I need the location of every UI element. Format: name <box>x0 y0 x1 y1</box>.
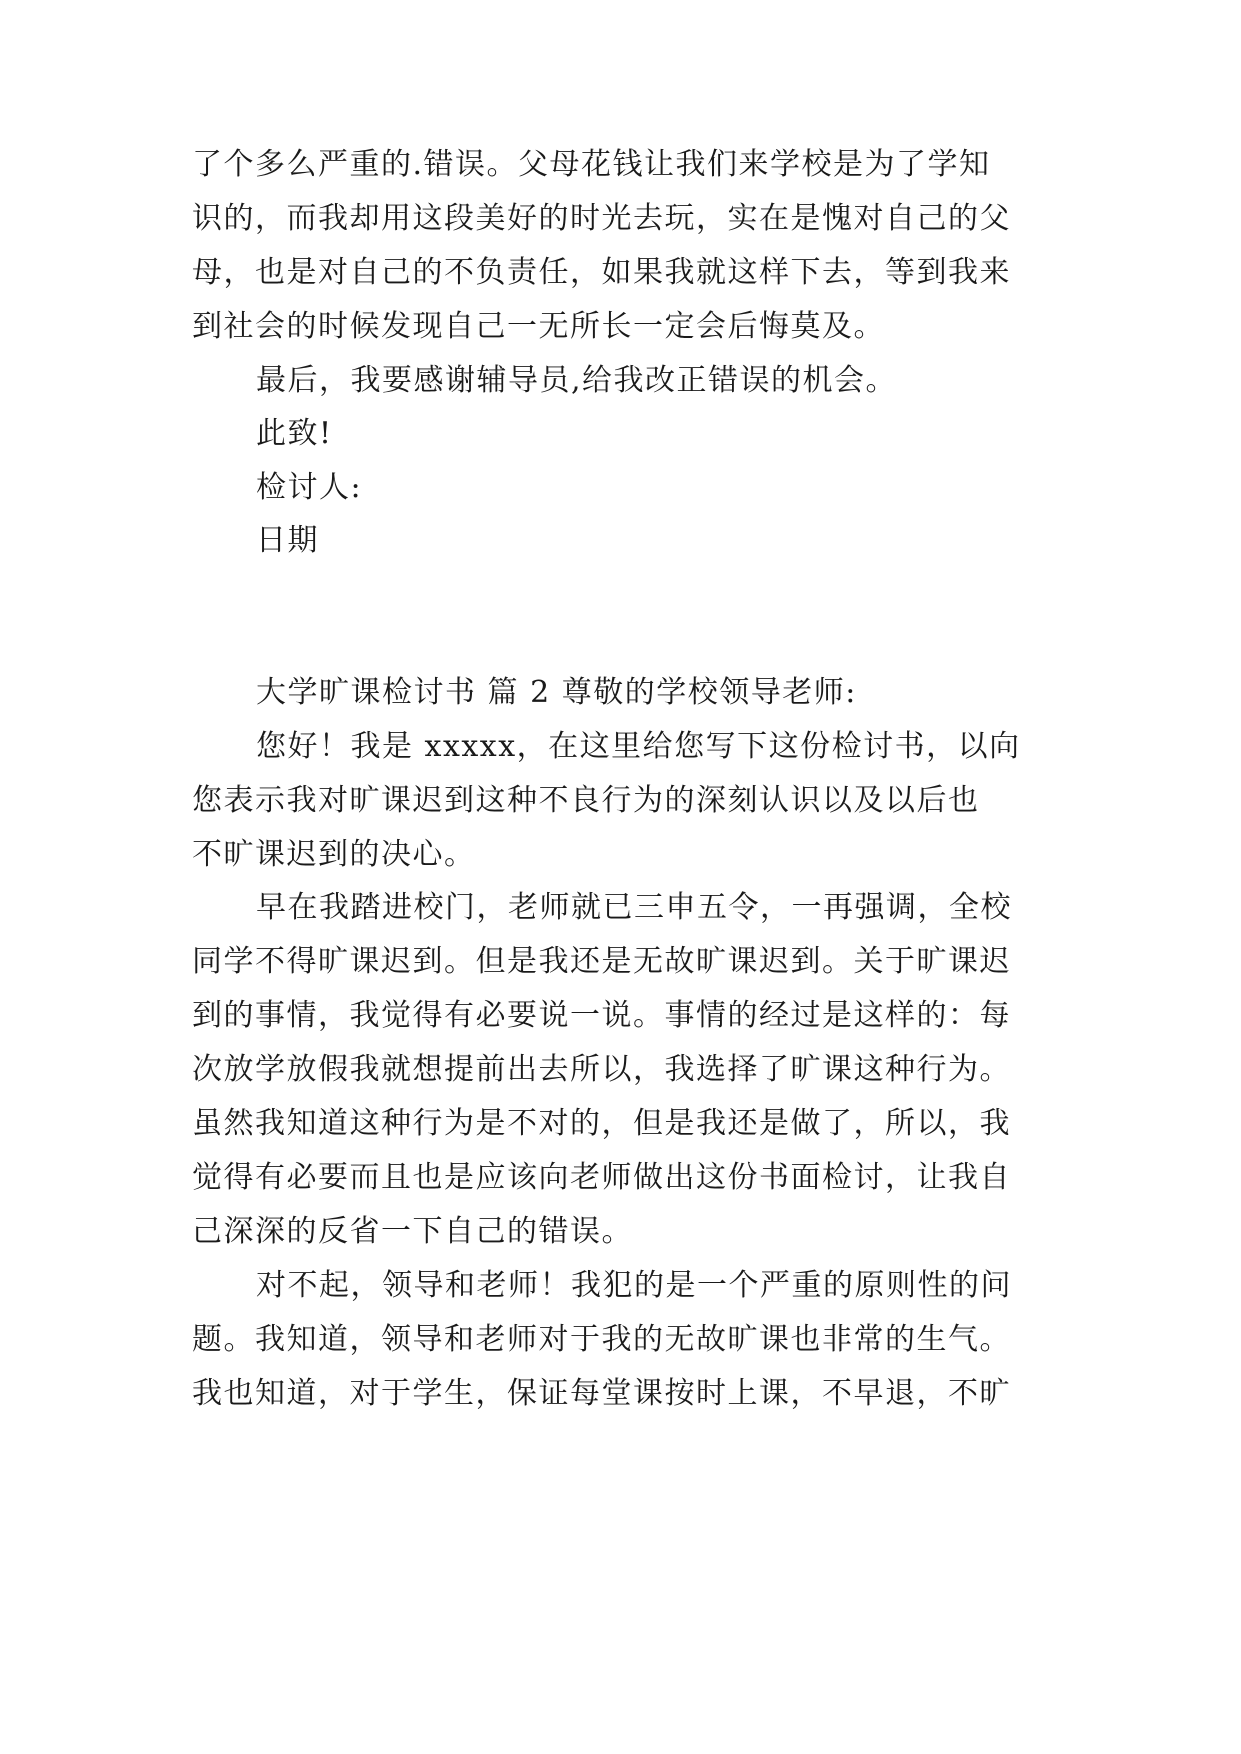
paragraph-line: 到社会的时候发现自己一无所长一定会后悔莫及。 <box>192 309 885 344</box>
paragraph-line: 到的事情，我觉得有必要说一说。事情的经过是这样的：每 <box>192 998 1011 1033</box>
date-line: 日期 <box>256 523 319 558</box>
paragraph-line: 题。我知道，领导和老师对于我的无故旷课也非常的生气。 <box>192 1322 1011 1357</box>
paragraph-line: 了个多么严重的.错误。父母花钱让我们来学校是为了学知 <box>192 147 991 182</box>
paragraph-line: 同学不得旷课迟到。但是我还是无故旷课迟到。关于旷课迟 <box>192 944 1011 979</box>
section-heading: 大学旷课检讨书 篇 2 尊敬的学校领导老师: <box>256 675 857 710</box>
paragraph-line: 己深深的反省一下自己的错误。 <box>192 1214 633 1249</box>
thanks-line: 最后，我要感谢辅导员,给我改正错误的机会。 <box>256 363 898 398</box>
paragraph-line: 不旷课迟到的决心。 <box>192 837 476 872</box>
signer-line: 检讨人: <box>256 470 363 505</box>
paragraph-line: 早在我踏进校门，老师就已三申五令，一再强调，全校 <box>256 890 1012 925</box>
paragraph-line: 您表示我对旷课迟到这种不良行为的深刻认识以及以后也 <box>192 783 980 818</box>
paragraph-line: 次放学放假我就想提前出去所以，我选择了旷课这种行为。 <box>192 1052 1011 1087</box>
paragraph-line: 对不起，领导和老师！我犯的是一个严重的原则性的问 <box>256 1268 1012 1303</box>
paragraph-line: 虽然我知道这种行为是不对的，但是我还是做了，所以，我 <box>192 1106 1011 1141</box>
paragraph-line: 母，也是对自己的不负责任，如果我就这样下去，等到我来 <box>192 255 1011 290</box>
paragraph-line: 您好！我是 xxxxx，在这里给您写下这份检讨书，以向 <box>256 729 1021 764</box>
paragraph-line: 识的，而我却用这段美好的时光去玩，实在是愧对自己的父 <box>192 201 1011 236</box>
paragraph-line: 我也知道，对于学生，保证每堂课按时上课，不早退，不旷 <box>192 1376 1011 1411</box>
closing-line: 此致! <box>256 416 333 451</box>
paragraph-line: 觉得有必要而且也是应该向老师做出这份书面检讨，让我自 <box>192 1160 1011 1195</box>
